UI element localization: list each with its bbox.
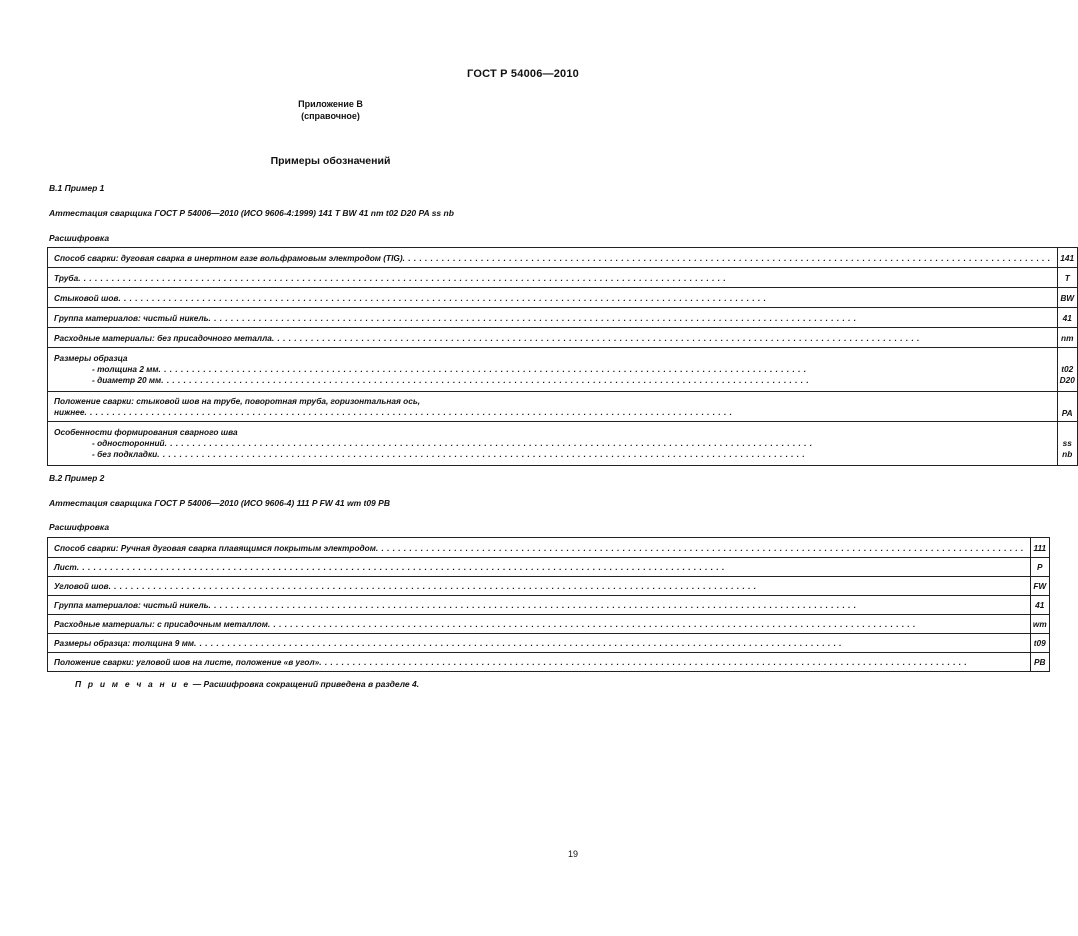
no-backing-label: - без подкладки: [92, 449, 158, 459]
table-row: [48, 422, 1078, 466]
row-value: 141: [1057, 248, 1077, 268]
table-row: [48, 288, 1078, 308]
row-label: Труба: [54, 272, 79, 283]
note: [75, 679, 419, 689]
specimen-label: Размеры образца: [54, 353, 128, 363]
one-side-value: ss: [1062, 438, 1072, 448]
row-label: Лист: [54, 562, 77, 572]
row-value: PB: [1030, 653, 1049, 672]
row-value: T: [1057, 268, 1077, 288]
annex-subtitle: (справочное): [301, 111, 360, 121]
row-value: BW: [1057, 288, 1077, 308]
row-label: Группа материалов: чистый никель: [54, 600, 209, 610]
row-value: t09: [1030, 634, 1049, 653]
row-value: nm: [1057, 328, 1077, 348]
row-label: Расходные материалы: с присадочным металлом: [54, 619, 268, 629]
table-row: [48, 348, 1078, 392]
note-text: — Расшифровка сокращений приведена в разделе 4.: [192, 679, 420, 689]
table-row: [48, 308, 1078, 328]
table-row: [48, 248, 1078, 268]
position-label-line1: Положение сварки: стыковой шов на трубе, поворотная труба, горизонтальная ось,: [54, 396, 421, 406]
diameter-value: D20: [1059, 375, 1075, 385]
diameter-label: - диаметр 20 мм: [92, 375, 162, 385]
annex-title: Приложение В: [298, 99, 363, 109]
no-backing-value: nb: [1062, 449, 1073, 459]
example1-decoding-table: [47, 247, 1078, 466]
section-title: Примеры обозначений: [270, 155, 391, 167]
row-label: Способ сварки: дуговая сварка в инертном газе вольфрамовым электродом (TIG): [54, 252, 403, 263]
example2-heading: В.2 Пример 2: [49, 473, 105, 483]
row-value: FW: [1030, 577, 1049, 596]
table-row: [48, 538, 1050, 558]
table-row: [48, 392, 1078, 422]
row-label: Положение сварки: угловой шов на листе, положение «в угол»: [54, 657, 320, 667]
example1-designation: Аттестация сварщика ГОСТ Р 54006—2010 (ИСО 9606-4:1999) 141 T BW 41 nm t02 D20 PA ss nb: [49, 208, 454, 218]
position-label-line2: нижнее: [54, 407, 85, 417]
row-value: wm: [1030, 615, 1049, 634]
row-label: Угловой шов: [54, 581, 109, 591]
one-side-label: - односторонний: [92, 438, 165, 448]
example2-decoding-table: [47, 537, 1050, 672]
standard-number: ГОСТ Р 54006—2010: [467, 68, 579, 80]
page-number: 19: [567, 849, 578, 859]
example2-designation: Аттестация сварщика ГОСТ Р 54006—2010 (ИСО 9606-4) 111 P FW 41 wm t09 PB: [49, 498, 390, 508]
example2-decoding-label: Расшифровка: [49, 522, 110, 532]
example1-decoding-label: Расшифровка: [49, 233, 110, 243]
table-row: [48, 268, 1078, 288]
row-label: Размеры образца: толщина 9 мм: [54, 638, 194, 648]
row-value: P: [1030, 558, 1049, 577]
seam-label: Особенности формирования сварного шва: [54, 427, 238, 437]
position-value: PA: [1057, 392, 1077, 422]
table-row: [48, 596, 1050, 615]
row-label: Группа материалов: чистый никель: [54, 312, 209, 323]
table-row: [48, 634, 1050, 653]
table-row: [48, 558, 1050, 577]
row-value: 111: [1030, 538, 1049, 558]
row-label: Стыковой шов: [54, 292, 119, 303]
table-row: [48, 615, 1050, 634]
row-value: 41: [1030, 596, 1049, 615]
table-row: [48, 653, 1050, 672]
row-label: Расходные материалы: без присадочного металла: [54, 332, 272, 343]
table-row: [48, 577, 1050, 596]
note-prefix: П р и м е ч а н и е: [75, 679, 191, 689]
thickness-value: t02: [1061, 364, 1074, 374]
row-value: 41: [1057, 308, 1077, 328]
row-label: Способ сварки: Ручная дуговая сварка плавящимся покрытым электродом: [54, 542, 376, 553]
table-row: [48, 328, 1078, 348]
thickness-label: - толщина 2 мм: [92, 364, 159, 374]
example1-heading: В.1 Пример 1: [49, 183, 105, 193]
